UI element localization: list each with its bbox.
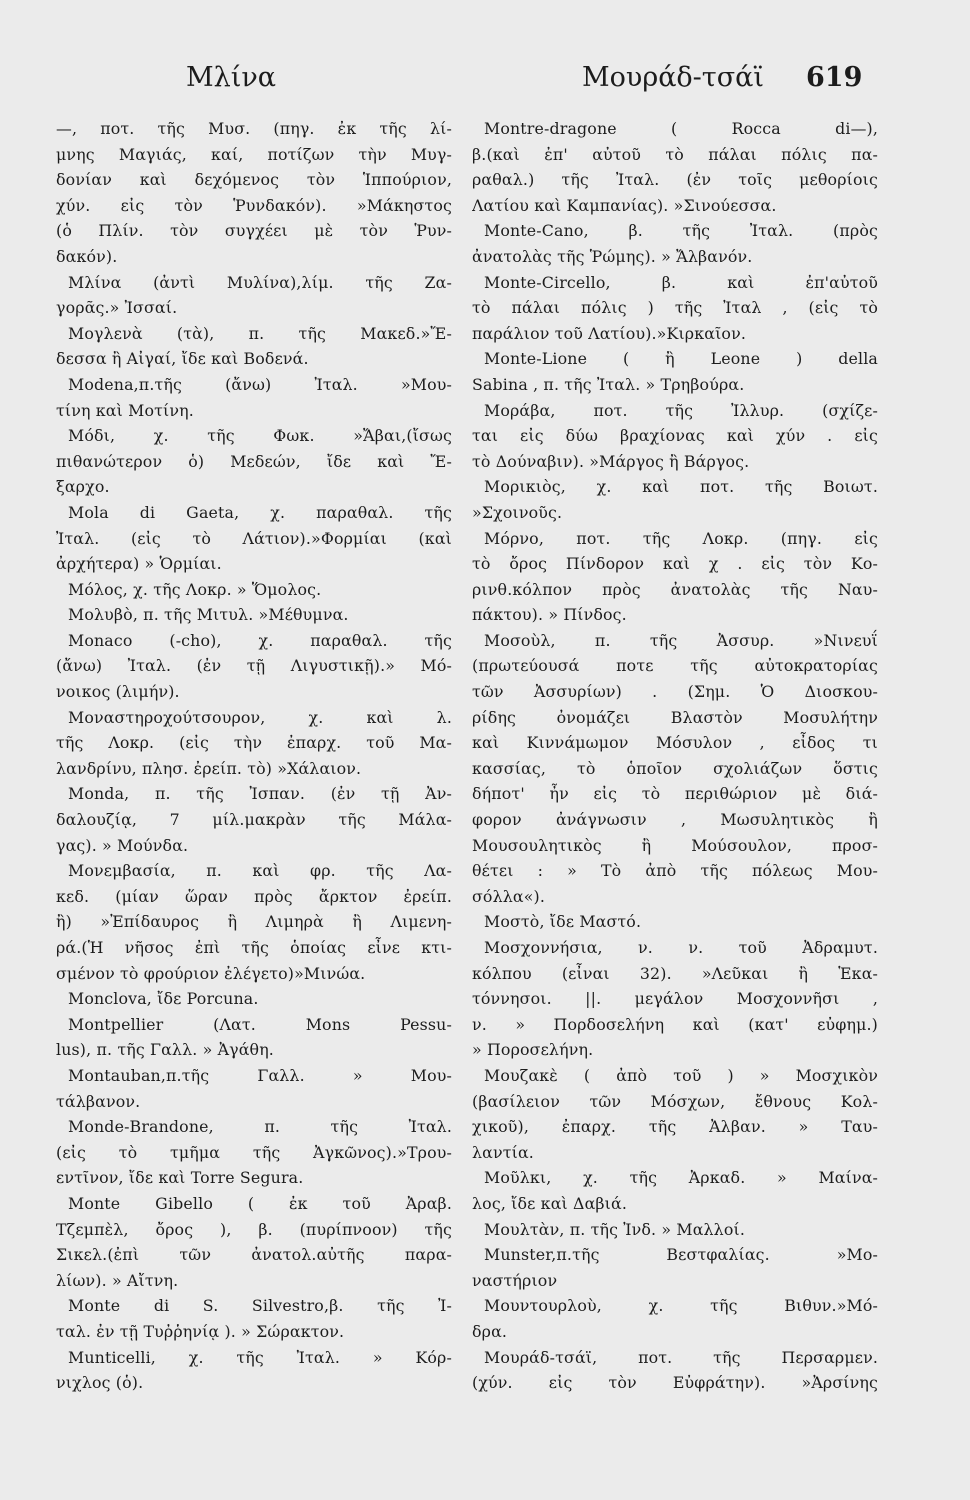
text-line: τῶν Ἀσσυρίων) . (Σημ. Ὁ Διοσκου- [472,682,878,702]
text-line: χύν. εἰς τὸν Ῥυνδακόν). »Μάκηστος [56,195,452,215]
text-line: ἀρχήτερα) » Ὁρμίαι. [56,554,222,574]
text-line: Montpellier (Λατ. Mons Pessu- [68,1014,452,1034]
text-line: Μουντουρλοὺ, χ. τῆς Βιθυν.»Μό- [484,1296,878,1316]
text-line: Μλίνα (ἀντὶ Μυλίνα),λίμ. τῆς Ζα- [68,272,452,292]
text-line: δαλουζίᾳ, 7 μίλ.μακρὰν τῆς Μάλα- [56,810,452,830]
text-line: ξαρχο. [56,477,110,497]
text-line: Μοράβα, ποτ. τῆς Ἰλλυρ. (σχίζε- [484,400,878,420]
text-line: τίνη καὶ Μοτίνη. [56,400,194,420]
text-line: λανδρίνυ, πλησ. ἐρείπ. τὸ) »Χάλαιον. [56,758,362,778]
text-line: (εἰς τὸ τμῆμα τῆς Ἀγκῶνος).»Τρου- [56,1142,452,1162]
text-line: Μόρνο, ποτ. τῆς Λοκρ. (πηγ. εἰς [484,528,878,548]
text-line: Μόλος, χ. τῆς Λοκρ. » Ὅμολος. [68,579,322,599]
text-line: κόλπου (εἶναι 32). »Λεῦκαι ἢ Ἑκα- [472,963,878,983]
text-line: Monda, π. τῆς Ἰσπαν. (ἐν τῇ Ἀν- [68,784,452,804]
text-line: δεσσα ἢ Αἰγαί, ἴδε καὶ Βοδενά. [56,349,309,369]
text-line: Monaco (-cho), χ. παραθαλ. τῆς [68,630,452,650]
text-line: Monte di S. Silvestro,β. τῆς Ἰ- [68,1296,452,1316]
text-line: γορᾶς.» Ἰσσαί. [56,298,178,318]
text-line: ταλ. ἐν τῇ Τυῤῥηνίᾳ ). » Σώρακτον. [56,1321,345,1341]
text-line: Ἰταλ. (εἰς τὸ Λάτιον).»Φορμίαι (καὶ [56,528,452,548]
text-line: »Σχοινοῦς. [472,502,563,522]
text-line: νιχλος (ὁ). [56,1373,144,1393]
text-line: Μουράδ-τσάϊ, ποτ. τῆς Περσαρμεν. [484,1347,878,1367]
text-line: τὸ ὄρος Πίνδορον καὶ χ . εἰς τὸν Κο- [472,554,878,574]
text-line: ραθαλ.) τῆς Ἰταλ. (ἐν τοῖς μεθορίοις [472,170,878,190]
text-line: φορον ἀνάγνωσιν , Μωσυλητικὸς ἢ [472,810,878,830]
text-line: ρινθ.κόλπον πρὸς ἀνατολὰς τῆς Ναυ- [472,579,878,599]
text-line: δονίαν καὶ δεχόμενος τὸν Ἱππούριον, [56,170,452,190]
text-line: (πρωτεύουσά ποτε τῆς αὐτοκρατορίας [472,656,878,676]
text-line: (ἄνω) Ἰταλ. (ἐν τῇ Λιγυστικῇ).» Μό- [56,656,452,676]
text-line: (ὁ Πλίν. τὸν συγχέει μὲ τὸν Ῥυν- [56,221,452,241]
running-head-right: Μουράδ-τσάϊ [582,62,764,93]
text-line: ρά.(Ἡ νῆσος ἐπὶ τῆς ὁποίας εἶνε κτι- [56,938,452,957]
text-line: χικοῦ), ἐπαρχ. τῆς Ἀλβαν. » Ταυ- [472,1117,878,1137]
text-line: Monte-Cano, β. τῆς Ἰταλ. (πρὸς [484,221,878,241]
text-line: Montauban,π.τῆς Γαλλ. » Μου- [68,1065,452,1085]
text-line: Μολυβὸ, π. τῆς Μιτυλ. »Μέθυμνα. [68,605,349,625]
text-line: τὸ Δούναβιν). »Μάργος ἢ Βάργος. [472,451,750,471]
text-line: Μοῦλκι, χ. τῆς Ἀρκαδ. » Μαίνα- [484,1168,878,1188]
page-number: 619 [806,62,863,93]
text-line: Τζεμπὲλ, ὄρος ), β. (πυρίπνοον) τῆς [56,1219,452,1239]
text-line: θέτει : » Τὸ ἀπὸ τῆς πόλεως Μου- [472,861,878,881]
text-line: ν. » Πορδοσελήνη καὶ (κατ' εὐφημ.) [472,1014,878,1034]
text-line: καὶ Κιννάμωμον Μόσυλον , εἶδος τι [472,733,878,753]
text-line: Monte-Lione ( ἢ Leone ) della [484,349,878,369]
text-line: ἢ) »Ἐπίδαυρος ἢ Λιμηρὰ ἢ Λιμενη- [56,912,452,932]
text-line: Μοσοὺλ, π. τῆς Ἀσσυρ. »Νινευΐ [484,630,878,650]
text-line: κεδ. (μίαν ὥραν πρὸς ἄρκτον ἐρείπ. [56,886,452,906]
text-line: Μοναστηροχούτσουρον, χ. καὶ λ. [68,707,452,727]
text-line: ρίδης ὀνομάζει Βλαστὸν Μοσυλήτην [472,707,878,727]
text-line: Λατίου καὶ Καμπανίας). »Σινούεσσα. [472,195,777,215]
text-line: Monclova, ἴδε Porcuna. [68,989,259,1009]
text-line: Μουσουλητικὸς ἢ Μούσουλον, προσ- [472,835,878,855]
text-line: ἀνατολὰς τῆς Ῥώμης). » Ἄλβανόν. [472,246,753,266]
text-line: Μονεμβασία, π. καὶ φρ. τῆς Λα- [68,861,452,881]
text-line: τῆς Λοκρ. (εἰς τὴν ἐπαρχ. τοῦ Μα- [56,733,452,753]
text-line: lus), π. τῆς Γαλλ. » Ἀγάθη. [56,1040,274,1060]
text-line: » Ποροσελήνη. [472,1040,594,1060]
text-line: Modena,π.τῆς (ἄνω) Ἰταλ. »Μου- [68,374,452,394]
text-line: νοικος (λιμήν). [56,682,180,702]
text-line: σμένον τὸ φρούριον ἐλέγετο)»Μινώα. [56,963,366,983]
text-line: γας). » Μούνδα. [56,835,189,855]
text-line: τὸ πάλαι πόλις ) τῆς Ἰταλ , (εἰς τὸ [472,298,878,318]
text-line: πιθανώτερον ὁ) Μεδεών, ἴδε καὶ Ἔ- [56,451,452,471]
text-line: Monte Gibello ( ἐκ τοῦ Ἀραβ. [68,1193,452,1213]
text-line: Sabina , π. τῆς Ἰταλ. » Τρηβούρα. [472,374,745,394]
text-line: Μογλενὰ (τὰ), π. τῆς Μακεδ.»Ἔ- [68,323,452,343]
text-line: Μοστὸ, ἴδε Μαστό. [484,912,642,932]
text-line: Munster,π.τῆς Βεστφαλίας. »Μο- [484,1245,878,1265]
text-line: Munticelli, χ. τῆς Ἰταλ. » Κόρ- [68,1347,452,1367]
text-line: ται εἰς δύω βραχίονας καὶ χύν . εἰς [472,426,878,446]
text-line: δήποτ' ἦν εἰς τὸ περιθώριον μὲ διά- [472,784,878,804]
text-line: Μορικιὸς, χ. καὶ ποτ. τῆς Βοιωτ. [484,477,878,497]
right-column [472,116,878,1396]
left-column [56,116,452,1396]
text-line: εντῖνον, ἴδε καὶ Torre Segura. [56,1168,304,1188]
text-line: μνης Μαγιάς, καί, ποτίζων τὴν Μυγ- [56,144,452,164]
text-line: Μοσχοννήσια, ν. ν. τοῦ Ἀδραμυτ. [484,938,878,957]
text-line: Montre-dragone ( Rocca di—), [484,119,878,138]
text-line: ναστήριον [472,1270,558,1290]
text-line: δρα. [472,1321,508,1341]
text-line: —, ποτ. τῆς Μυσ. (πηγ. ἐκ τῆς λί- [56,119,452,138]
text-line: τάλβανον. [56,1091,141,1111]
text-line: Μόδι, χ. τῆς Φωκ. »Ἄβαι,(ἴσως [68,426,452,446]
text-line: σόλλα«). [472,886,546,906]
text-line: Monte-Circello, β. καὶ ἐπ'αὐτοῦ [484,272,878,292]
text-line: (χύν. εἰς τὸν Εὐφράτην). »Ἀρσίνης [472,1373,878,1393]
text-line: Μουλτὰν, π. τῆς Ἰνδ. » Μαλλοί. [484,1219,746,1239]
text-line: λος, ἴδε καὶ Δαβιά. [472,1193,628,1213]
text-line: κασσίας, τὸ ὁποῖον σχολιάζων ὅστις [472,758,878,778]
text-line: λαντία. [472,1142,534,1162]
text-line: Monde-Brandone, π. τῆς Ἰταλ. [68,1117,452,1137]
running-head-left: Μλίνα [186,62,276,93]
text-line: δακόν). [56,246,118,266]
text-line: πάκτου). » Πίνδος. [472,605,627,625]
text-line: λίων). » Αἴτνη. [56,1270,179,1290]
text-line: Mola di Gaeta, χ. παραθαλ. τῆς [68,502,452,522]
text-line: τόννησοι. ||. μεγάλον Μοσχοννῆσι , [472,989,878,1009]
text-line: (βασίλειον τῶν Μόσχων, ἔθνους Κολ- [472,1091,878,1111]
text-line: Μουζακὲ ( ἀπὸ τοῦ ) » Μοσχικὸν [484,1065,878,1085]
text-line: Σικελ.(ἐπὶ τῶν ἀνατολ.αὐτῆς παρα- [56,1245,452,1265]
text-line: β.(καὶ ἐπ' αὐτοῦ τὸ πάλαι πόλις πα- [472,144,878,164]
text-line: παράλιον τοῦ Λατίου).»Κιρκαῖον. [472,323,746,343]
